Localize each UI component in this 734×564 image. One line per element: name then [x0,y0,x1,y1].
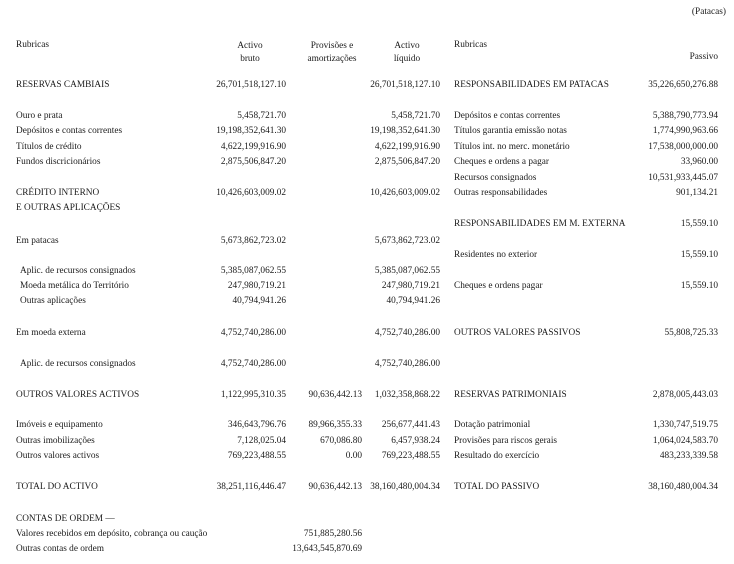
asset-label: Em moeda externa [16,328,86,338]
memo-item-value: 751,885,280.56 [303,529,362,539]
asset-liquido: 5,673,862,723.02 [374,236,440,246]
asset-liquido: 40,794,941.26 [386,296,440,306]
liability-value: 17,538,000,000.00 [648,142,718,152]
asset-bruto: 19,198,352,641.30 [216,126,286,136]
asset-label: Ouro e prata [16,111,63,121]
liability-value: 1,774,990,963.66 [652,126,718,136]
liability-label: RESERVAS PATRIMONIAIS [454,390,567,400]
liability-label: Dotação patrimonial [454,420,531,430]
asset-bruto: 7,128,025.04 [237,436,286,446]
asset-label: Outras aplicações [20,296,86,306]
asset-liquido: 4,752,740,286.00 [374,328,440,338]
asset-liquido: 26,701,518,127.10 [370,80,440,90]
asset-label: Imóveis e equipamento [16,420,103,430]
asset-bruto: 26,701,518,127.10 [216,80,286,90]
asset-liquido: 19,198,352,641.30 [370,126,440,136]
asset-bruto: 10,426,603,009.02 [216,188,286,198]
memo-item-label: Outras contas de ordem [16,544,105,554]
liability-label: Resultado do exercício [454,451,540,461]
liability-label: RESPONSABILIDADES EM M. EXTERNA [454,219,626,229]
asset-liquido: 5,458,721.70 [391,111,440,121]
asset-label: Títulos de crédito [16,142,82,152]
asset-bruto: 40,794,941.26 [232,296,286,306]
asset-liquido: 38,160,480,004.34 [370,482,440,492]
memo-item-label: Valores recebidos em depósito, cobrança ou caução [16,529,208,539]
asset-label: TOTAL DO ACTIVO [16,482,98,492]
asset-provisoes: 90,636,442.13 [308,390,362,400]
liability-value: 15,559.10 [680,281,718,291]
header-rubricas-left: Rubricas [16,40,50,50]
asset-bruto: 4,752,740,286.00 [220,328,286,338]
asset-liquido: 256,677,441.43 [381,420,440,430]
liability-value: 38,160,480,004.34 [648,482,718,492]
liability-label: Cheques e ordens a pagar [454,157,549,167]
asset-bruto: 1,122,995,310.35 [220,390,286,400]
asset-liquido: 6,457,938.24 [391,436,440,446]
asset-bruto: 5,458,721.70 [237,111,286,121]
liability-label: Residentes no exterior [454,250,538,260]
asset-label: E OUTRAS APLICAÇÕES [16,203,121,213]
asset-provisoes: 670,086.80 [320,436,362,446]
asset-liquido: 2,875,506,847.20 [374,157,440,167]
liability-label: Provisões para riscos gerais [454,436,558,446]
liability-value: 483,233,339.58 [659,451,718,461]
memo-title: CONTAS DE ORDEM — [16,514,115,524]
liability-value: 5,388,790,773.94 [652,111,718,121]
asset-liquido: 769,223,488.55 [381,451,440,461]
asset-liquido: 5,385,087,062.55 [374,266,440,276]
asset-label: Aplic. de recursos consignados [20,359,136,369]
asset-label: Outras imobilizações [16,436,95,446]
asset-label: Moeda metálica do Território [20,281,129,291]
asset-bruto: 2,875,506,847.20 [220,157,286,167]
liability-value: 55,808,725.33 [664,328,718,338]
header-activo-bruto: Activo bruto [237,41,263,64]
asset-label: Outros valores activos [16,451,100,461]
asset-liquido: 10,426,603,009.02 [370,188,440,198]
header-passivo: Passivo [689,52,718,62]
asset-liquido: 4,622,199,916.90 [374,142,440,152]
liability-value: 901,134.21 [676,188,718,198]
liability-label: Depósitos e contas correntes [454,111,561,121]
header-activo-liquido: Activo líquido [393,41,421,64]
liability-label: Outras responsabilidades [454,188,548,198]
asset-bruto: 769,223,488.55 [227,451,286,461]
liability-value: 1,064,024,583.70 [652,436,718,446]
liability-value: 15,559.10 [680,219,718,229]
liability-label: Títulos int. no merc. monetário [454,142,570,152]
asset-provisoes: 0.00 [345,451,362,461]
asset-bruto: 5,385,087,062.55 [220,266,286,276]
header-provisoes: Provisões e amortizações [307,41,357,64]
asset-liquido: 4,752,740,286.00 [374,359,440,369]
liability-value: 10,531,933,445.07 [648,173,718,183]
liability-label: RESPONSABILIDADES EM PATACAS [454,80,609,90]
liability-value: 33,960.00 [680,157,718,167]
asset-label: RESERVAS CAMBIAIS [16,80,110,90]
asset-bruto: 38,251,116,446.47 [216,482,286,492]
asset-label: Depósitos e contas correntes [16,126,123,136]
asset-label: Em patacas [16,236,59,246]
asset-bruto: 247,980,719.21 [227,281,286,291]
asset-bruto: 4,752,740,286.00 [220,359,286,369]
asset-label: CRÉDITO INTERNO [16,188,100,198]
liability-label: OUTROS VALORES PASSIVOS [454,328,581,338]
liability-label: Cheques e ordens pagar [454,281,543,291]
asset-provisoes: 89,966,355.33 [308,420,362,430]
header-rubricas-right: Rubricas [454,40,488,50]
asset-bruto: 5,673,862,723.02 [220,236,286,246]
liability-value: 1,330,747,519.75 [652,420,718,430]
liability-label: TOTAL DO PASSIVO [454,482,540,492]
liability-label: Títulos garantia emissão notas [454,126,567,136]
asset-liquido: 247,980,719.21 [381,281,440,291]
asset-bruto: 346,643,796.76 [227,420,286,430]
asset-label: OUTROS VALORES ACTIVOS [16,390,140,400]
liability-value: 2,878,005,443.03 [652,390,718,400]
liability-value: 35,226,650,276.88 [648,80,718,90]
asset-provisoes: 90,636,442.13 [308,482,362,492]
currency-note: (Patacas) [691,7,726,17]
asset-bruto: 4,622,199,916.90 [220,142,286,152]
asset-liquido: 1,032,358,868.22 [374,390,440,400]
liability-value: 15,559.10 [680,250,718,260]
asset-label: Fundos discricionários [16,157,101,167]
asset-label: Aplic. de recursos consignados [20,266,136,276]
liability-label: Recursos consignados [454,173,537,183]
memo-item-value: 13,643,545,870.69 [292,544,362,554]
